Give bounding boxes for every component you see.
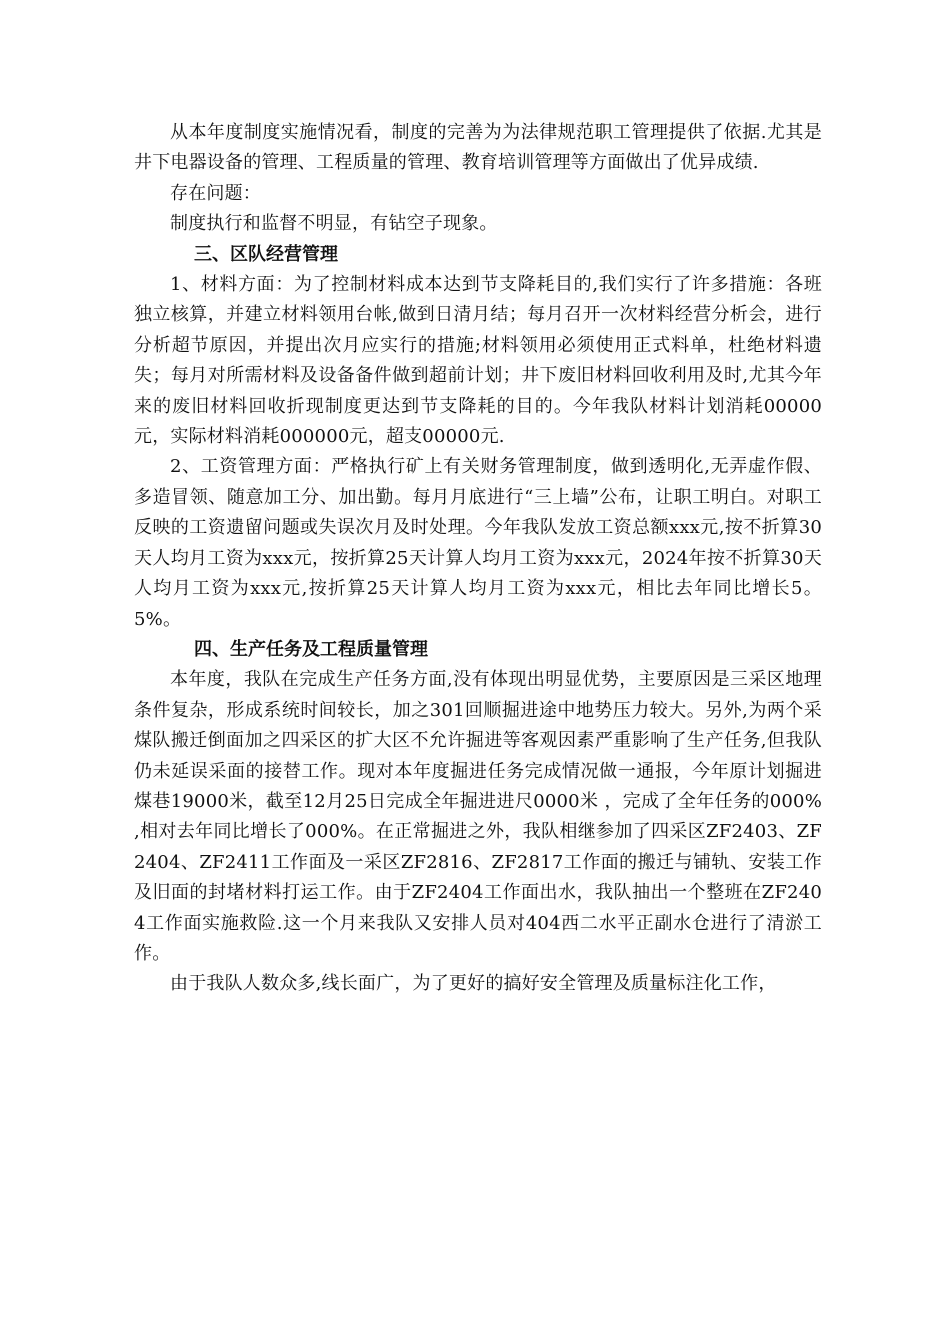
paragraph-wage-management: 2、工资管理方面：严格执行矿上有关财务管理制度，做到透明化,无弄虚作假、多造冒领、随意加工分、加出勤。每月月底进行“三上墙”公布，让职工明白。对职工反映的工资遗留问题或失误次月及时处理。今年我队发放工资总额xxx元,按不折算30天人均月工资为xxx元，按折算25天计算人均月工资为xxx元，2024年按不折算30天人均月工资为xxx元,按折算25天计算人均月工资为xxx元，相比去年同比增长5。5%。 [134, 456, 822, 630]
paragraph-existing-problems-label: 存在问题： [170, 182, 261, 204]
document-body [134, 118, 822, 1000]
paragraph-system-implementation: 从本年度制度实施情况看，制度的完善为为法律规范职工管理提供了依据.尤其是井下电器设备的管理、工程质量的管理、教育培训管理等方面做出了优异成绩. [134, 122, 822, 174]
paragraph-production-tasks: 本年度，我队在完成生产任务方面,没有体现出明显优势，主要原因是三采区地理条件复杂，形成系统时间较长，加之301回顺掘进途中地势压力较大。另外,为两个采煤队搬迁倒面加之四采区的扩大区不允许掘进等客观因素严重影响了生产任务,但我队仍未延误采面的接替工作。现对本年度掘进任务完成情况做一通报，今年原计划掘进煤巷19000米，截至12月25日完成全年掘进进尺0000米 ，完成了全年任务的000% ,相对去年同比增长了000%。在正常掘进之外，我队相继参加了四采区ZF2403、ZF2404、ZF2411工作面及一采区ZF2816、ZF2817工作面的搬迁与铺轨、安装工作及旧面的封堵材料打运工作。由于ZF2404工作面出水，我队抽出一个整班在ZF2404工作面实施救险.这一个月来我队又安排人员对404西二水平正副水仓进行了清淤工作。 [134, 669, 822, 964]
section-heading-operations-management: 三、区队经营管理 [194, 243, 338, 265]
paragraph-safety-management: 由于我队人数众多,线长面广，为了更好的搞好安全管理及质量标注化工作， [170, 973, 777, 995]
paragraph-materials: 1、材料方面：为了控制材料成本达到节支降耗目的,我们实行了许多措施：各班独立核算，并建立材料领用台帐,做到日清月结；每月召开一次材料经营分析会，进行分析超节原因，并提出次月应实行的措施;材料领用必须使用正式料单，杜绝材料遗失；每月对所需材料及设备备件做到超前计划；井下废旧材料回收利用及时,尤其今年来的废旧材料回收折现制度更达到节支降耗的目的。今年我队材料计划消耗00000元，实际材料消耗000000元，超支00000元. [134, 274, 822, 448]
paragraph-existing-problems: 制度执行和监督不明显，有钻空子现象。 [170, 213, 498, 235]
section-heading-production-quality: 四、生产任务及工程质量管理 [194, 638, 428, 660]
